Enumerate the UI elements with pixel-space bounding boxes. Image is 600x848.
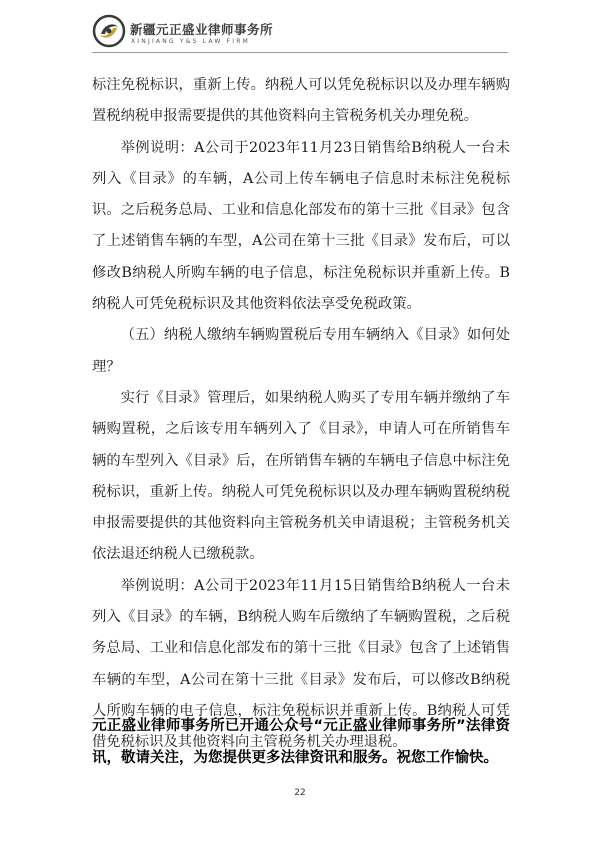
page-header [92, 14, 392, 50]
public-account-notice [92, 710, 510, 774]
section-heading-5: （五）纳税人缴纳车辆购置税后专用车辆纳入《目录》如何处理？ [92, 327, 510, 375]
page-number: 22 [294, 788, 306, 798]
paragraph-1: 标注免税标识，重新上传。纳税人可以凭免税标识以及办理车辆购置税纳税申报需要提供的其他资料向主管税务机关办理免税。 [92, 77, 510, 125]
firm-name-en: XINJIANG Y&S LAW FIRM [131, 38, 250, 45]
paragraph-example-1: 举例说明：A公司于2023年11月23日销售给B纳税人一台未列入《目录》的车辆，A公司上传车辆电子信息时未标注免税标识。之后税务总局、工业和信息化部发布的第十三批《目录》包含了上述销售车辆的车型，A公司在第十三批《目录》发布后，可以修改B纳税人所购车辆的电子信息，标注免税标识并重新上传。B纳税人可凭免税标识及其他资料依法享受免税政策。 [92, 139, 510, 313]
firm-logo-icon [92, 14, 126, 48]
notice-text: 元正盛业律师事务所已开通公众号“元正盛业律师事务所”法律资讯，敬请关注，为您提供更多法律资讯和服务。祝您工作愉快。 [92, 718, 510, 766]
paragraph-example-2: 举例说明：A公司于2023年11月15日销售给B纳税人一台未列入《目录》的车辆，B纳税人购车后缴纳了车辆购置税，之后税务总局、工业和信息化部发布的第十三批《目录》包含了上述销售车辆的车型，A公司在第十三批《目录》发布后，可以修改B纳税人所购车辆的电子信息，标注免税标识并重新上传。B纳税人可凭借免税标识及其他资料向主管税务机关办理退税。 [92, 577, 510, 751]
firm-name-cn: 新疆元正盛业律师事务所 [130, 22, 274, 37]
paragraph-3: 实行《目录》管理后，如果纳税人购买了专用车辆并缴纳了车辆购置税，之后该专用车辆列入了《目录》，申请人可在所销售车辆的车型列入《目录》后，在所销售车辆的车辆电子信息中标注免税标识，重新上传。纳税人可凭免税标识以及办理车辆购置税纳税申报需要提供的其他资料向主管税务机关申请退税；主管税务机关依法退还纳税人已缴税款。 [92, 389, 510, 563]
header-divider [92, 52, 508, 53]
document-body [92, 70, 510, 759]
